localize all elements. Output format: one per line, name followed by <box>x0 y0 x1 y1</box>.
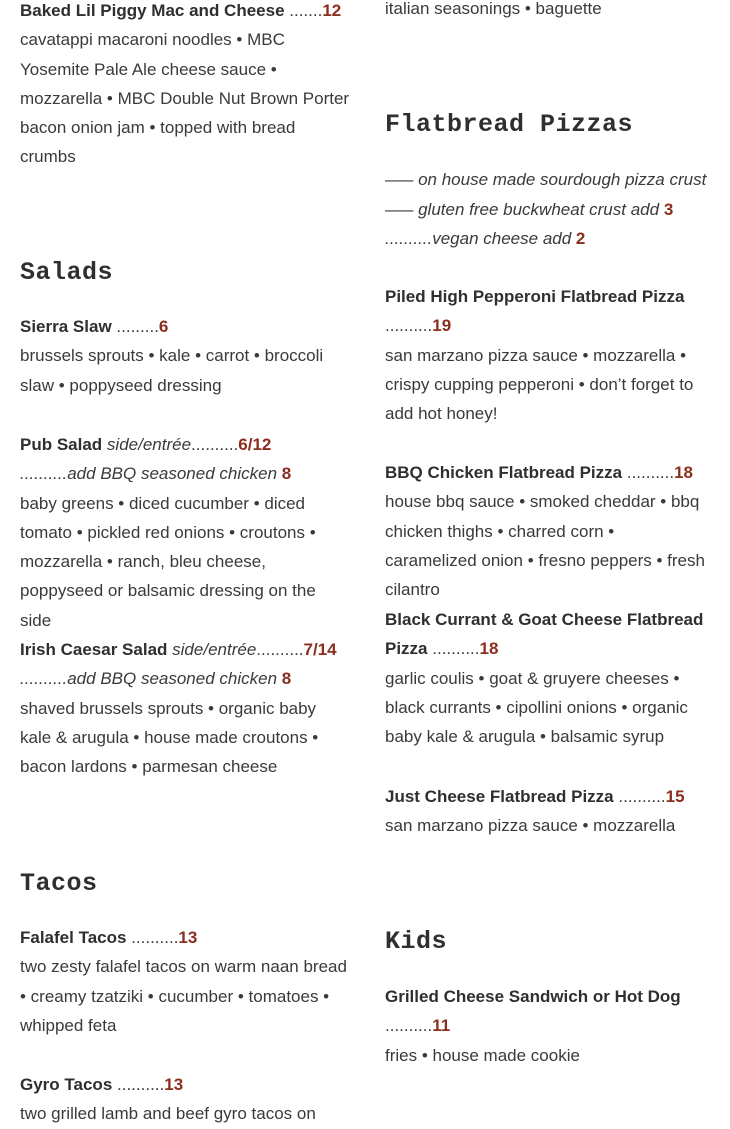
item-name: Falafel Tacos <box>20 928 127 947</box>
item-price: 15 <box>665 787 685 806</box>
item-price: 13 <box>164 1075 184 1094</box>
item-description: garlic coulis • goat & gruyere cheeses • black currants • cipollini onions • organic baby kale & arugula • balsamic syrup <box>385 668 688 747</box>
item-option: side/entrée <box>172 640 257 659</box>
menu-item-bbq-chicken-pizza <box>385 458 710 604</box>
price-leader: .......... <box>618 787 666 806</box>
item-name: Grilled Cheese Sandwich or Hot Dog <box>385 987 681 1006</box>
item-name: Baked Lil Piggy Mac and Cheese <box>20 1 285 20</box>
menu-item-mac-and-cheese <box>20 0 350 172</box>
item-name: Irish Caesar Salad <box>20 640 168 659</box>
item-price: 7/14 <box>303 640 337 659</box>
note-gluten-free-price: 3 <box>663 199 674 219</box>
item-price: 19 <box>432 316 452 336</box>
item-price: 11 <box>432 1016 451 1036</box>
note-crust: ––– on house made sourdough pizza crust <box>385 170 707 189</box>
price-leader: .......... <box>626 463 675 482</box>
flatbread-notes <box>385 165 710 254</box>
menu-item-falafel-tacos <box>20 923 350 1040</box>
note-gluten-free: ––– gluten free buckwheat crust add <box>385 199 660 219</box>
add-on-price: 8 <box>281 464 292 484</box>
item-price: 12 <box>322 1 342 20</box>
item-name: Gyro Tacos <box>20 1075 113 1094</box>
menu-item-irish-caesar-salad <box>20 635 350 781</box>
item-price: 6 <box>158 317 169 336</box>
section-title-flatbread-pizzas: Flatbread Pizzas <box>385 110 634 139</box>
section-title-salads: Salads <box>20 258 114 287</box>
item-description: brussels sprouts • kale • carrot • broccoli slaw • poppyseed dressing <box>20 346 324 395</box>
price-leader: .......... <box>131 928 179 947</box>
item-name: Pub Salad <box>20 435 103 454</box>
item-description: two zesty falafel tacos on warm naan bread • creamy tzatziki • cucumber • tomatoes • whipped feta <box>20 957 347 1035</box>
price-leader: .......... <box>117 1075 165 1094</box>
menu-item-pub-salad <box>20 430 350 635</box>
item-name: Sierra Slaw <box>20 317 112 336</box>
menu-item-black-currant-pizza <box>385 605 710 751</box>
price-leader: ....... <box>289 1 323 20</box>
menu-item-gyro-tacos <box>20 1070 350 1129</box>
item-description-fragment: italian seasonings • baguette <box>385 0 602 18</box>
add-on-price: 8 <box>281 669 292 689</box>
note-vegan-cheese: ..........vegan cheese add <box>385 229 572 248</box>
add-on-text: ..........add BBQ seasoned chicken <box>20 669 278 689</box>
price-leader: .......... <box>385 1016 433 1036</box>
item-description: shaved brussels sprouts • organic baby kale & arugula • house made croutons • bacon lardons • parmesan cheese <box>20 698 319 777</box>
item-description: san marzano pizza sauce • mozzarella • crispy cupping pepperoni • don’t forget to add hot honey! <box>385 345 694 424</box>
price-leader: .......... <box>385 316 433 336</box>
price-leader: .......... <box>432 639 480 659</box>
item-description: san marzano pizza sauce • mozzarella <box>385 816 676 836</box>
item-name: Black Currant & Goat Cheese Flatbread Pizza <box>385 610 704 659</box>
price-leader: .......... <box>191 435 239 454</box>
price-leader: ......... <box>116 317 159 336</box>
item-price: 18 <box>674 463 694 482</box>
section-title-tacos: Tacos <box>20 869 98 898</box>
section-title-kids: Kids <box>385 927 448 956</box>
item-name: BBQ Chicken Flatbread Pizza <box>385 463 623 482</box>
item-description: baby greens • diced cucumber • diced tomato • pickled red onions • croutons • mozzarella • ranch, bleu cheese, poppyseed or balsamic dressing on the side <box>20 493 316 630</box>
item-description: cavatappi macaroni noodles • MBC Yosemite Pale Ale cheese sauce • mozzarella • MBC Double Nut Brown Porter bacon onion jam • topped with bread crumbs <box>20 30 350 167</box>
note-vegan-cheese-price: 2 <box>575 229 586 248</box>
item-description: house bbq sauce • smoked cheddar • bbq chicken thighs • charred corn • caramelized onion • fresno peppers • fresh cilantro <box>385 492 705 600</box>
item-price: 13 <box>178 928 198 947</box>
item-description: fries • house made cookie <box>385 1045 580 1065</box>
item-price: 18 <box>479 639 499 659</box>
item-price: 6/12 <box>238 435 272 454</box>
menu-item-sierra-slaw <box>20 312 350 400</box>
item-option: side/entrée <box>106 435 192 454</box>
price-leader: .......... <box>256 640 304 659</box>
menu-item-pepperoni-pizza <box>385 282 710 428</box>
add-on-text: ..........add BBQ seasoned chicken <box>20 464 278 484</box>
item-name: Piled High Pepperoni Flatbread Pizza <box>385 287 685 306</box>
menu-item-grilled-cheese <box>385 982 710 1070</box>
item-description: two grilled lamb and beef gyro tacos on <box>20 1104 316 1124</box>
item-name: Just Cheese Flatbread Pizza <box>385 787 614 806</box>
menu-item-just-cheese-pizza <box>385 782 710 841</box>
